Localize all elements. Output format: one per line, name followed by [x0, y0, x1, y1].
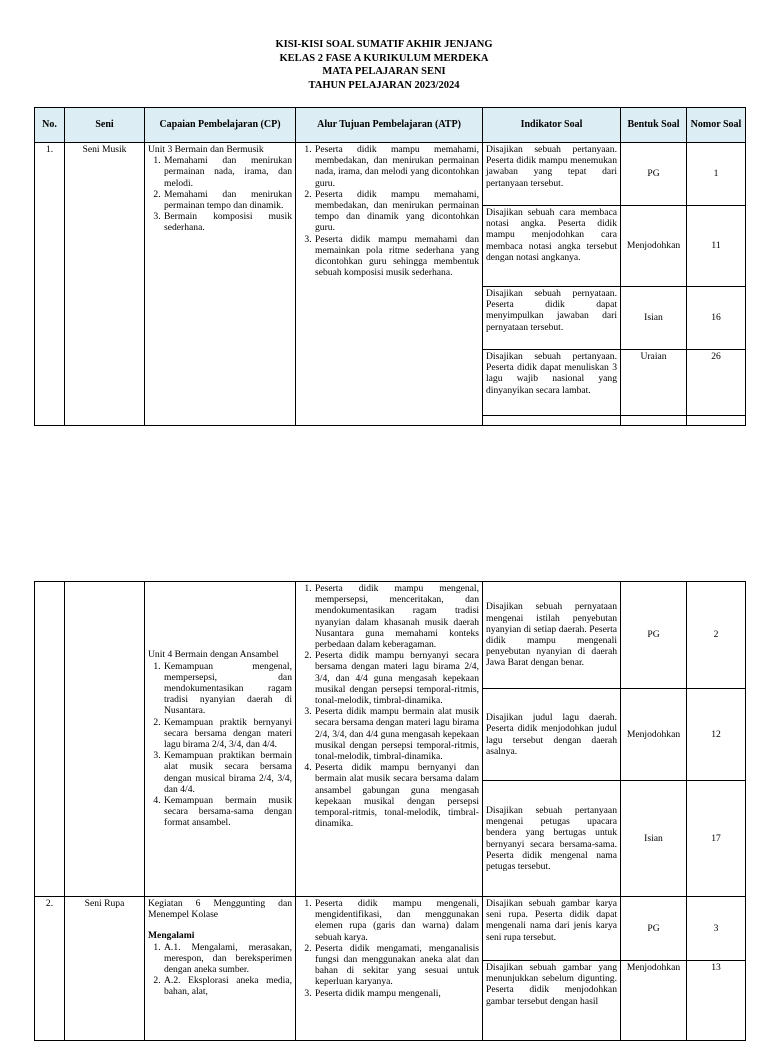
nomor-soal-cell: 1 — [687, 143, 746, 206]
list-item: 3. Kemampuan praktikan bermain alat musik secara bersama dengan musical birama 2/4, 3/4, dan 4/4. — [163, 750, 292, 795]
list-item: 3. Peserta didik mampu bermain alat musik secara bersama dengan materi lagu birama 2/4, 3/4, dan 4/4 guna mengasah kepekaan musikal dengan persepsi temporal-ritmis, tonal-melodik, timbral-dinamika. — [314, 706, 479, 762]
atp-cell — [296, 897, 483, 1041]
title-line-1: KISI-KISI SOAL SUMATIF AKHIR JENJANG — [275, 39, 493, 50]
bentuk-soal-cell: PG — [621, 143, 687, 206]
row-number: 1. — [35, 143, 65, 426]
list-item: 2. A.2. Eksplorasi aneka media, bahan, alat, — [163, 975, 292, 997]
list-item: 2. Memahami dan menirukan permainan tempo dan dinamik. — [163, 189, 292, 211]
nomor-soal-cell: 26 — [687, 350, 746, 416]
nomor-soal-cell: 17 — [687, 781, 746, 897]
row-number: 2. — [35, 897, 65, 1041]
cp-list — [148, 661, 292, 829]
cp-cell — [145, 897, 296, 1041]
header-nomor-soal: Nomor Soal — [687, 108, 746, 143]
nomor-soal-cell: 11 — [687, 206, 746, 287]
list-item: 4. Kemampuan bermain musik secara bersama-sama dengan format ansambel. — [163, 795, 292, 829]
list-item: 1. Peserta didik mampu memahami, membedakan, dan menirukan permainan nada, irama, dan melodi yang dicontohkan guru. — [314, 144, 479, 189]
nomor-soal-cell: 13 — [687, 961, 746, 1041]
list-item: 2. Peserta didik mampu bernyanyi secara bersama dengan materi lagu birama 2/4, 3/4, dan 4/4 guna mengasah kepekaan musikal dengan persepsi temporal-ritmis, tonal-melodik, timbral-dinamika. — [314, 650, 479, 706]
list-item: 2. Peserta didik mengamati, menganalisis fungsi dan menggunakan aneka alat dan bahan di sekitar yang sesuai untuk keperluan karyanya. — [314, 943, 479, 988]
indikator-cell: Disajikan sebuah pernyataan mengenai istilah penyebutan nyanyian di setiap daerah. Peserta didik mampu mengenali penyebutan nyanyian di daerah Jawa Barat dengan benar. — [483, 582, 621, 689]
nomor-soal-cell: 2 — [687, 582, 746, 689]
list-item: 3. Peserta didik mampu memahami dan memainkan pola ritme sederhana yang dicontohkan guru sehingga membentuk sebuah komposisi musik sederhana. — [314, 234, 479, 279]
table-row — [35, 897, 746, 961]
atp-list — [299, 583, 479, 829]
bentuk-soal-cell: PG — [621, 897, 687, 961]
bentuk-soal-cell: Isian — [621, 781, 687, 897]
list-item: 3. Bermain komposisi musik sederhana. — [163, 211, 292, 233]
title-line-2: KELAS 2 FASE A KURIKULUM MERDEKA — [279, 52, 489, 64]
indikator-cell: Disajikan sebuah pernyataan. Peserta didik dapat menyimpulkan jawaban dari pernyataan tersebut. — [483, 287, 621, 350]
table-row — [35, 582, 746, 689]
header-no: No. — [35, 108, 65, 143]
nomor-soal-cell: 12 — [687, 689, 746, 781]
cp-unit-title: Kegiatan 6 Menggunting dan Menempel Kolase — [148, 898, 292, 921]
seni-category: Seni Rupa — [65, 897, 145, 1041]
header-seni: Seni — [65, 108, 145, 143]
indikator-cell: Disajikan judul lagu daerah. Peserta didik menjodohkan judul lagu tersebut dengan daerah asalnya. — [483, 689, 621, 781]
list-item: 3. Peserta didik mampu mengenali, — [314, 988, 479, 999]
list-item: 2. Kemampuan praktik bernyanyi secara bersama dengan materi lagu birama 2/4, 3/4, dan 4/4. — [163, 717, 292, 751]
bentuk-soal-cell: Menjodohkan — [621, 961, 687, 1041]
list-item: 1. Kemampuan mengenal, mempersepsi, dan mendokumentasikan ragam tradisi nyanyian daerah di Nusantara. — [163, 661, 292, 717]
header-indikator: Indikator Soal — [483, 108, 621, 143]
title-line-3: MATA PELAJARAN SENI — [322, 66, 446, 77]
cp-cell — [145, 582, 296, 897]
list-item: 1. Peserta didik mampu mengenal, mempersepsi, menceritakan, dan mendokumentasikan ragam tradisi nyanyian dalam khasanah musik daerah Nusantara guna memahami konteks perbedaan dalam keberagaman. — [314, 583, 479, 650]
cp-unit-title: Unit 3 Bermain dan Bermusik — [148, 144, 264, 155]
header-cp: Capaian Pembelajaran (CP) — [145, 108, 296, 143]
bentuk-soal-cell: Menjodohkan — [621, 689, 687, 781]
bentuk-soal-cell: Isian — [621, 287, 687, 350]
atp-list — [299, 144, 479, 278]
cp-subheading: Mengalami — [148, 930, 195, 942]
bentuk-soal-cell: Menjodohkan — [621, 206, 687, 287]
list-item: 1. Memahami dan menirukan permainan nada, irama, dan melodi. — [163, 155, 292, 189]
atp-cell — [296, 582, 483, 897]
kisi-kisi-table-page-1 — [34, 107, 746, 426]
bentuk-soal-cell: Uraian — [621, 350, 687, 416]
header-atp: Alur Tujuan Pembelajaran (ATP) — [296, 108, 483, 143]
atp-cell — [296, 143, 483, 426]
document-title — [0, 38, 768, 92]
indikator-cell: Disajikan sebuah gambar yang menunjukkan sebelum digunting. Peserta didik menjodohkan gambar tersebut dengan hasil — [483, 961, 621, 1041]
indikator-cell: Disajikan sebuah pertanyaan. Peserta didik dapat menuliskan 3 lagu wajib nasional yang dinyanyikan secara lambat. — [483, 350, 621, 416]
nomor-soal-cell: 16 — [687, 287, 746, 350]
seni-category: Seni Musik — [65, 143, 145, 426]
list-item: 4. Peserta didik mampu bernyanyi dan bermain alat musik secara bersama dalam ansambel gabungan guna mengasah kepekaan musikal dengan persepsi temporal-ritmis, tonal-melodik, timbral-dinamika. — [314, 762, 479, 829]
cp-list — [148, 155, 292, 233]
table-header-row — [35, 108, 746, 143]
nomor-soal-cell: 3 — [687, 897, 746, 961]
indikator-cell: Disajikan sebuah cara membaca notasi angka. Peserta didik mampu menjodohkan cara membaca notasi angka tersebut dengan notasi angkanya. — [483, 206, 621, 287]
title-line-4: TAHUN PELAJARAN 2023/2024 — [308, 79, 460, 91]
page-break — [0, 430, 768, 580]
header-bentuk-soal: Bentuk Soal — [621, 108, 687, 143]
bentuk-soal-cell: PG — [621, 582, 687, 689]
indikator-cell: Disajikan sebuah pertanyaan mengenai petugas upacara bendera yang bertugas untuk bernyanyi secara bersama-sama. Peserta didik mengenal nama petugas tersebut. — [483, 781, 621, 897]
kisi-kisi-table-page-2 — [34, 581, 746, 1041]
table-row — [35, 143, 746, 206]
atp-list — [299, 898, 479, 999]
list-item: 2. Peserta didik mampu memahami, membedakan, dan menirukan permainan tempo dan dinamik yang dicontohkan guru. — [314, 189, 479, 234]
cp-list — [148, 942, 292, 998]
indikator-cell: Disajikan sebuah gambar karya seni rupa. Peserta didik dapat mengenali nama dari jenis karya seni rupa tersebut. — [483, 897, 621, 961]
cp-cell — [145, 143, 296, 426]
list-item: 1. A.1. Mengalami, merasakan, merespon, dan bereksperimen dengan aneka sumber. — [163, 942, 292, 976]
list-item: 1. Peserta didik mampu mengenali, mengidentifikasi, dan menggunakan elemen rupa (garis dan warna) dalam sebuah karya. — [314, 898, 479, 943]
cp-unit-title: Unit 4 Bermain dengan Ansambel — [148, 649, 279, 661]
indikator-cell: Disajikan sebuah pertanyaan. Peserta didik mampu menemukan jawaban yang tepat dari pertanyaan tersebut. — [483, 143, 621, 206]
